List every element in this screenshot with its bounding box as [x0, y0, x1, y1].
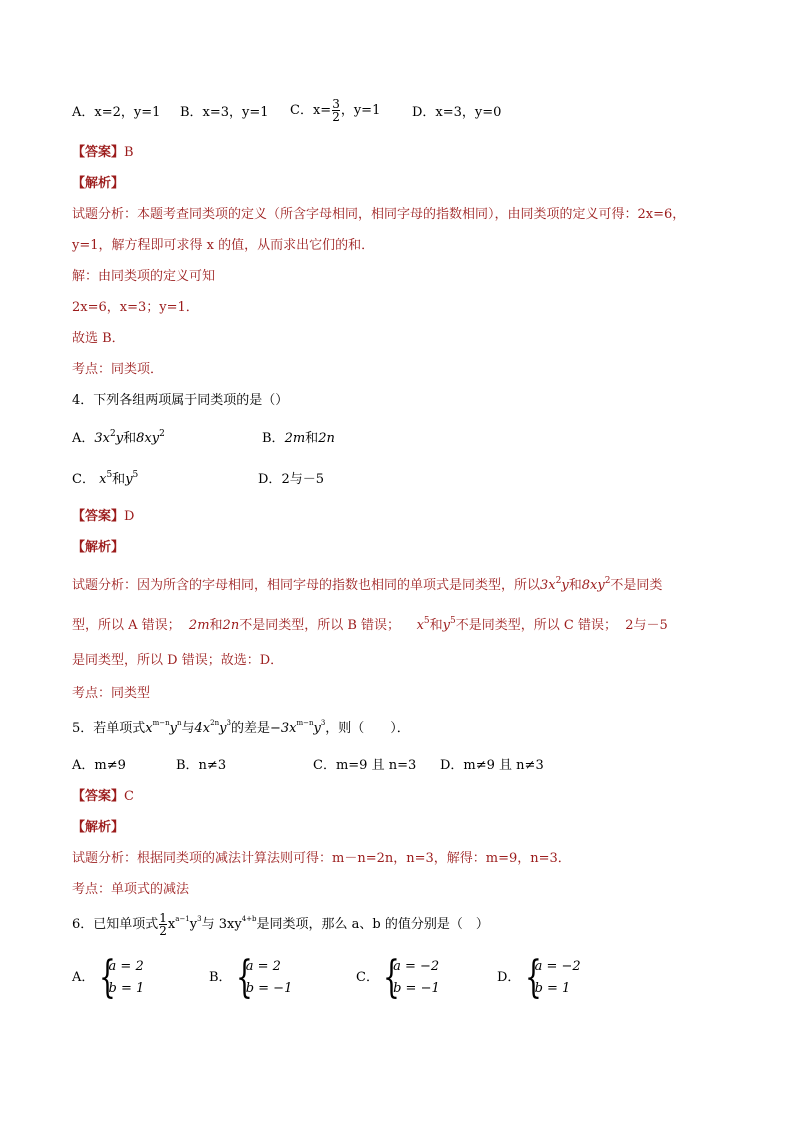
q4-option-b [262, 430, 335, 448]
equation: a = −2 [534, 959, 581, 974]
q6-option-a [72, 952, 145, 1003]
term: 2m [188, 618, 210, 633]
exponent: 4+b [241, 915, 257, 923]
numerator: 1 [159, 911, 167, 925]
exponent: 3 [320, 719, 326, 727]
equation-system [98, 952, 145, 1003]
q6-option-b [209, 952, 293, 1003]
term: −3x [269, 721, 297, 736]
q4-option-b-label: B． [262, 431, 285, 446]
q6-option-d [497, 952, 581, 1003]
term: 3x [94, 431, 110, 446]
equation-system [383, 952, 440, 1003]
q4-analysis-line1 [72, 577, 662, 595]
answer-label: 【答案】 [72, 509, 125, 524]
q6-option-c [356, 952, 440, 1003]
exponent: 3 [197, 915, 202, 923]
term: y [115, 431, 124, 446]
q3-solution-line2: 2x=6，x=3；y=1． [72, 300, 199, 315]
term: x [145, 721, 153, 736]
q4-option-d [258, 471, 324, 489]
q4-option-a [72, 430, 165, 448]
q5-kaodian: 考点：单项式的减法 [72, 882, 190, 897]
conjunction: 和 [305, 431, 319, 446]
text: 的差是 [230, 721, 270, 736]
conjunction: 和 [112, 472, 126, 487]
equation: b = 1 [534, 981, 571, 996]
conjunction: 和 [209, 618, 223, 633]
exponent: 5 [450, 616, 456, 626]
term: 3x [540, 578, 556, 593]
text: 不是同类型，所以 C 错误； [455, 618, 617, 633]
exponent: m−n [152, 719, 170, 727]
q3-option-c-numerator: 3 [332, 97, 340, 111]
conjunction: 和 [123, 431, 137, 446]
text: 不是同类 [610, 578, 663, 593]
exponent: 5 [106, 470, 113, 480]
q3-option-c-x: x= [312, 103, 332, 118]
term: 4x [194, 721, 211, 736]
q3-option-a: A．x=2，y=1 [72, 105, 161, 120]
text: 型，所以 A 错误； [72, 618, 181, 633]
brace: { [383, 952, 400, 1003]
text: 是同类项，那么 a、b 的值分别是（ ） [256, 917, 489, 932]
text: 5．若单项式 [72, 721, 146, 736]
text: 试题分析：因为所含的字母相同，相同字母的指数也相同的单项式是同类型，所以 [72, 578, 541, 593]
exponent: 5 [132, 470, 139, 480]
q3-choose: 故选 B． [72, 331, 125, 346]
exponent: 2n [210, 719, 220, 727]
q3-option-c-label: C． [290, 103, 313, 118]
term: 8xy [581, 578, 605, 593]
q5-option-a: A．m≠9 [72, 758, 126, 773]
q4-analysis-line2 [72, 617, 668, 635]
q4-question: 4．下列各组两项属于同类项的是（） [72, 393, 289, 408]
term: x [99, 472, 107, 487]
term: y [442, 618, 451, 633]
equation-system [235, 952, 293, 1003]
equation: b = −1 [393, 981, 440, 996]
term: y [125, 472, 133, 487]
q6-option-b-label: B． [209, 970, 232, 985]
equation: b = 1 [108, 981, 145, 996]
q3-option-c-rest: ，y=1 [340, 103, 381, 118]
conjunction: 和 [568, 578, 582, 593]
q3-analysis-line2: y=1，解方程即可求得 x 的值，从而求出它们的和． [72, 238, 375, 253]
q4-analysis-line3: 是同类型，所以 D 错误；故选：D． [72, 653, 284, 668]
q5-analysis-label: 【解析】 [72, 820, 125, 835]
exponent: m−n [296, 719, 314, 727]
text: 6．已知单项式 [72, 917, 159, 932]
equation-system [524, 952, 581, 1003]
q5-analysis-line1: 试题分析：根据同类项的减法计算法则可得：m－n=2n，n=3，解得：m=9，n=3． [72, 851, 571, 866]
text: ，则（ ）． [325, 721, 410, 736]
q3-answer [72, 144, 134, 162]
q6-fraction [159, 912, 167, 937]
q3-solution-line1: 解：由同类项的定义可知 [72, 269, 216, 284]
q6-question [72, 912, 489, 937]
q4-option-a-label: A． [72, 431, 95, 446]
term: y [189, 917, 198, 932]
q3-option-c-fraction [332, 98, 340, 123]
answer-value: C [124, 789, 134, 804]
q4-option-d-text: 2与－5 [281, 472, 324, 487]
exponent: 2 [159, 429, 165, 439]
equation: a = 2 [108, 959, 144, 974]
q3-option-d: D．x=3，y=0 [412, 105, 502, 120]
text: 与 [181, 721, 195, 736]
q5-option-d: D．m≠9 且 n≠3 [440, 758, 544, 773]
q3-analysis-label: 【解析】 [72, 176, 125, 191]
q6-option-d-label: D． [497, 970, 521, 985]
equation: b = −1 [245, 981, 293, 996]
term: y [561, 578, 569, 593]
q3-option-b: B．x=3，y=1 [180, 105, 269, 120]
q4-option-d-label: D． [258, 472, 282, 487]
term: y [169, 721, 177, 736]
equation: a = 2 [245, 959, 281, 974]
exponent: 3 [226, 719, 231, 727]
term: y [219, 721, 227, 736]
term: 2m [284, 431, 306, 446]
exponent: 2 [604, 576, 611, 586]
exponent: 2 [555, 576, 562, 586]
q3-kaodian: 考点：同类项． [72, 362, 164, 377]
answer-value: B [124, 145, 134, 160]
q4-kaodian: 考点：同类型 [72, 686, 151, 701]
exponent: 2 [110, 429, 116, 439]
term: x [416, 618, 424, 633]
answer-label: 【答案】 [72, 145, 125, 160]
term: 2n [318, 431, 335, 446]
conjunction: 和 [429, 618, 443, 633]
term: 8xy [136, 431, 160, 446]
q4-analysis-label: 【解析】 [72, 540, 125, 555]
brace: { [98, 952, 116, 1003]
exponent: a−1 [175, 915, 190, 923]
exponent: n [177, 719, 182, 727]
exponent: 5 [423, 616, 430, 626]
q6-option-a-label: A． [72, 970, 95, 985]
term: 2n [222, 618, 240, 633]
q3-analysis-line1: 试题分析：本题考查同类项的定义（所含字母相同，相同字母的指数相同），由同类项的定义可得：2x=6， [72, 207, 686, 222]
q3-option-c [290, 98, 380, 123]
q4-option-c [72, 471, 138, 489]
answer-label: 【答案】 [72, 789, 125, 804]
q5-question [72, 720, 410, 738]
text: 不是同类型，所以 B 错误； [239, 618, 401, 633]
q6-option-c-label: C． [356, 970, 379, 985]
answer-value: D [124, 509, 135, 524]
brace: { [235, 952, 253, 1003]
text: 与 3xy [201, 917, 242, 932]
brace: { [524, 952, 542, 1003]
q4-option-c-label: C． [72, 472, 95, 487]
q5-answer [72, 788, 134, 806]
q5-option-c: C．m=9 且 n=3 [313, 758, 417, 773]
term: y [313, 721, 321, 736]
q3-option-c-denominator: 2 [332, 110, 340, 124]
text: 2与－5 [625, 618, 668, 633]
q5-option-b: B．n≠3 [176, 758, 227, 773]
denominator: 2 [159, 924, 167, 938]
q4-answer [72, 508, 134, 526]
equation: a = −2 [393, 959, 440, 974]
term: x [167, 917, 176, 932]
